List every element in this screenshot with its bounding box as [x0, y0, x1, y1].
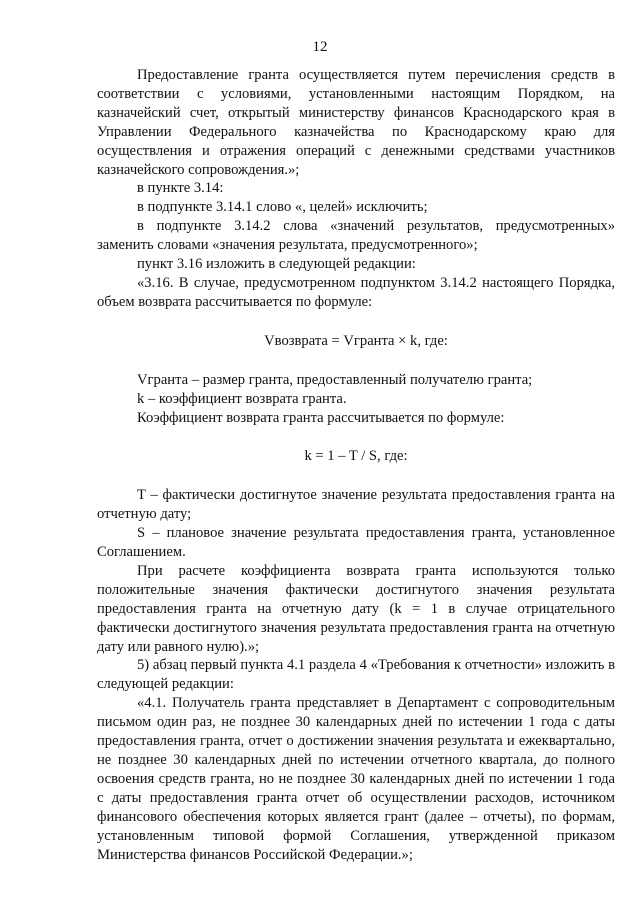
paragraph-coefficient-intro: Коэффициент возврата гранта рассчитывается по формуле: — [137, 409, 505, 426]
paragraph-grant-transfer: Предоставление гранта осуществляется путем перечисления средств в соответствии с условиями, установленными настоящим Порядком, на казначейский счет, открытый министерству финансов Краснодарского края в Управлении Федерального казначейства по Краснодарскому краю для осуществления и отражения операций с денежными средствами участников казначейского сопровождения.»; — [97, 67, 615, 178]
paragraph-coefficient-calculation: При расчете коэффициента возврата гранта используются только положительные значения фактически достигнутого значения результата предоставления гранта на отчетную дату (k = 1 в случае отрицательного фактически достигнутого значения результата предоставления гранта на отчетную дату или равного нулю).»; — [97, 562, 615, 655]
paragraph-item-3-16: «3.16. В случае, предусмотренном подпунктом 3.14.2 настоящего Порядка, объем возврата рассчитывается по формуле: — [97, 274, 615, 310]
paragraph-item-5: 5) абзац первый пункта 4.1 раздела 4 «Требования к отчетности» изложить в следующей редакции: — [97, 657, 615, 693]
page-number: 12 — [312, 39, 328, 55]
paragraph-k-definition: k – коэффициент возврата гранта. — [137, 390, 347, 407]
paragraph-item-3-14: в пункте 3.14: — [137, 180, 224, 197]
paragraph-item-4-1: «4.1. Получатель гранта представляет в Департамент с сопроводительным письмом один раз, не позднее 30 календарных дней по истечении 1 года с даты предоставления гранта, отчет о достижении значения результата и ежеквартально, не позднее 30 календарных дней по истечении отчетного квартала, до полного освоения средств гранта, но не позднее 30 календарных дней по истечении 1 года с даты предоставления гранта отчет об осуществлении расходов, источником финансового обеспечения которых является грант (далее – отчеты), по формам, установленным типовой формой Соглашения, утвержденной приказом Министерства финансов Российской Федерации.»; — [97, 695, 615, 863]
formula-coefficient: k = 1 – T / S, где: — [304, 448, 408, 465]
paragraph-subitem-3-14-1: в подпункте 3.14.1 слово «, целей» исключить; — [137, 199, 428, 216]
paragraph-item-3-16-intro: пункт 3.16 изложить в следующей редакции: — [137, 256, 416, 273]
paragraph-t-definition: T – фактически достигнутое значение результата предоставления гранта на отчетную дату; — [97, 487, 615, 523]
document-body — [97, 66, 615, 864]
paragraph-s-definition: S – плановое значение результата предоставления гранта, установленное Соглашением. — [97, 525, 615, 561]
paragraph-subitem-3-14-2: в подпункте 3.14.2 слова «значений результатов, предусмотренных» заменить словами «значения результата, предусмотренного»; — [97, 218, 615, 254]
paragraph-v-grant-definition: Vгранта – размер гранта, предоставленный получателю гранта; — [137, 371, 533, 388]
formula-return-volume: Vвозврата = Vгранта × k, где: — [264, 332, 448, 349]
